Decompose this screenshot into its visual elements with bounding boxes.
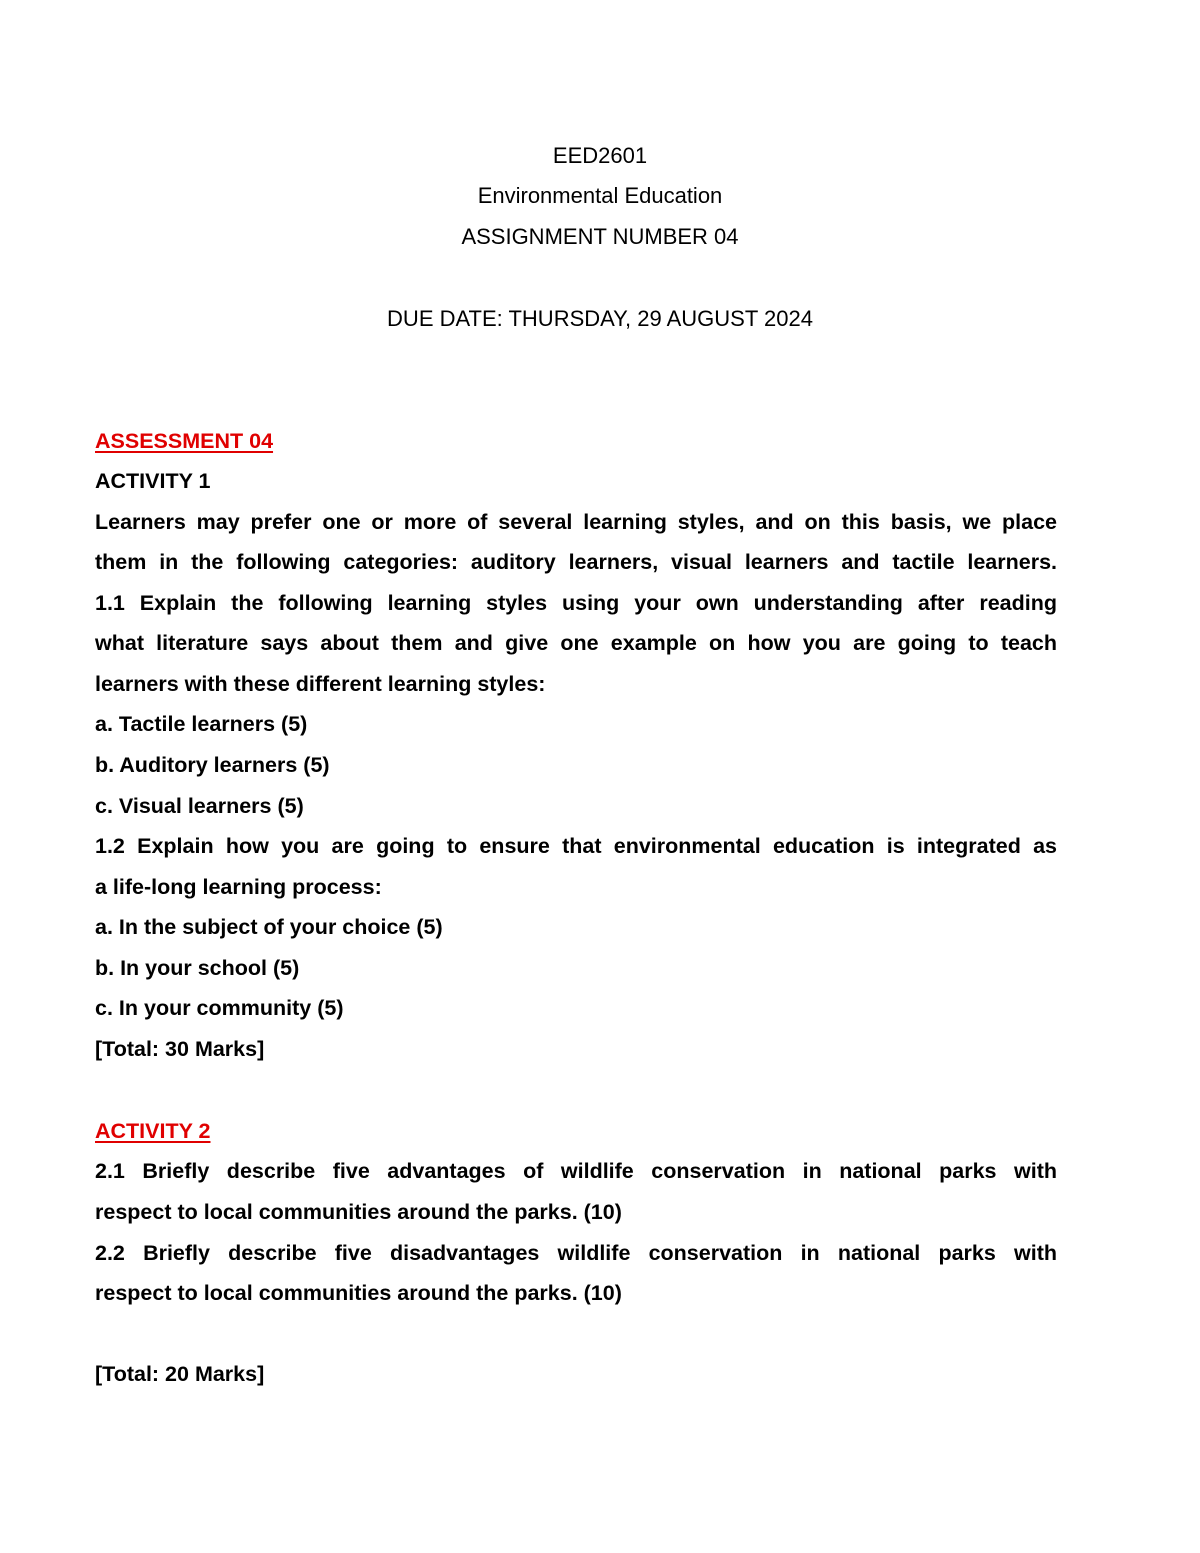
activity1-intro-line2: them in the following categories: auditory learners, visual learners and tactile learners.	[95, 550, 1057, 574]
question-1-2-line2: a life-long learning process:	[95, 875, 382, 899]
assignment-number: ASSIGNMENT NUMBER 04	[461, 224, 739, 249]
course-name: Environmental Education	[477, 183, 723, 208]
question-1-2-a: a. In the subject of your choice (5)	[95, 915, 443, 939]
question-1-1-line1: 1.1 Explain the following learning styles using your own understanding after reading	[95, 591, 1057, 615]
activity1-intro-line1: Learners may prefer one or more of several learning styles, and on this basis, we place	[95, 510, 1057, 534]
question-1-2-b: b. In your school (5)	[95, 956, 300, 980]
question-2-1-line1: 2.1 Briefly describe five advantages of wildlife conservation in national parks with	[95, 1159, 1057, 1183]
question-1-1-b: b. Auditory learners (5)	[95, 753, 330, 777]
course-code: EED2601	[552, 143, 648, 168]
assessment-heading-text: ASSESSMENT 04	[95, 429, 274, 453]
question-2-2-line2: respect to local communities around the parks. (10)	[95, 1281, 622, 1305]
due-date: DUE DATE: THURSDAY, 29 AUGUST 2024	[387, 306, 813, 331]
question-2-2-line1: 2.2 Briefly describe five disadvantages wildlife conservation in national parks with	[95, 1241, 1057, 1265]
activity1-heading: ACTIVITY 1	[95, 469, 211, 493]
activity1-total: [Total: 30 Marks]	[95, 1037, 265, 1061]
question-1-1-line3: learners with these different learning styles:	[95, 672, 546, 696]
assessment-heading	[95, 428, 1057, 454]
question-1-1-a: a. Tactile learners (5)	[95, 712, 308, 736]
question-1-1-line2: what literature says about them and give one example on how you are going to teach	[95, 631, 1057, 655]
activity2-heading-text: ACTIVITY 2	[95, 1119, 211, 1143]
question-1-2-c: c. In your community (5)	[95, 996, 344, 1020]
activity2-heading	[95, 1118, 1057, 1144]
question-1-2-line1: 1.2 Explain how you are going to ensure that environmental education is integrated as	[95, 834, 1057, 858]
activity2-total: [Total: 20 Marks]	[95, 1362, 265, 1386]
question-1-1-c: c. Visual learners (5)	[95, 794, 304, 818]
question-2-1-line2: respect to local communities around the parks. (10)	[95, 1200, 622, 1224]
